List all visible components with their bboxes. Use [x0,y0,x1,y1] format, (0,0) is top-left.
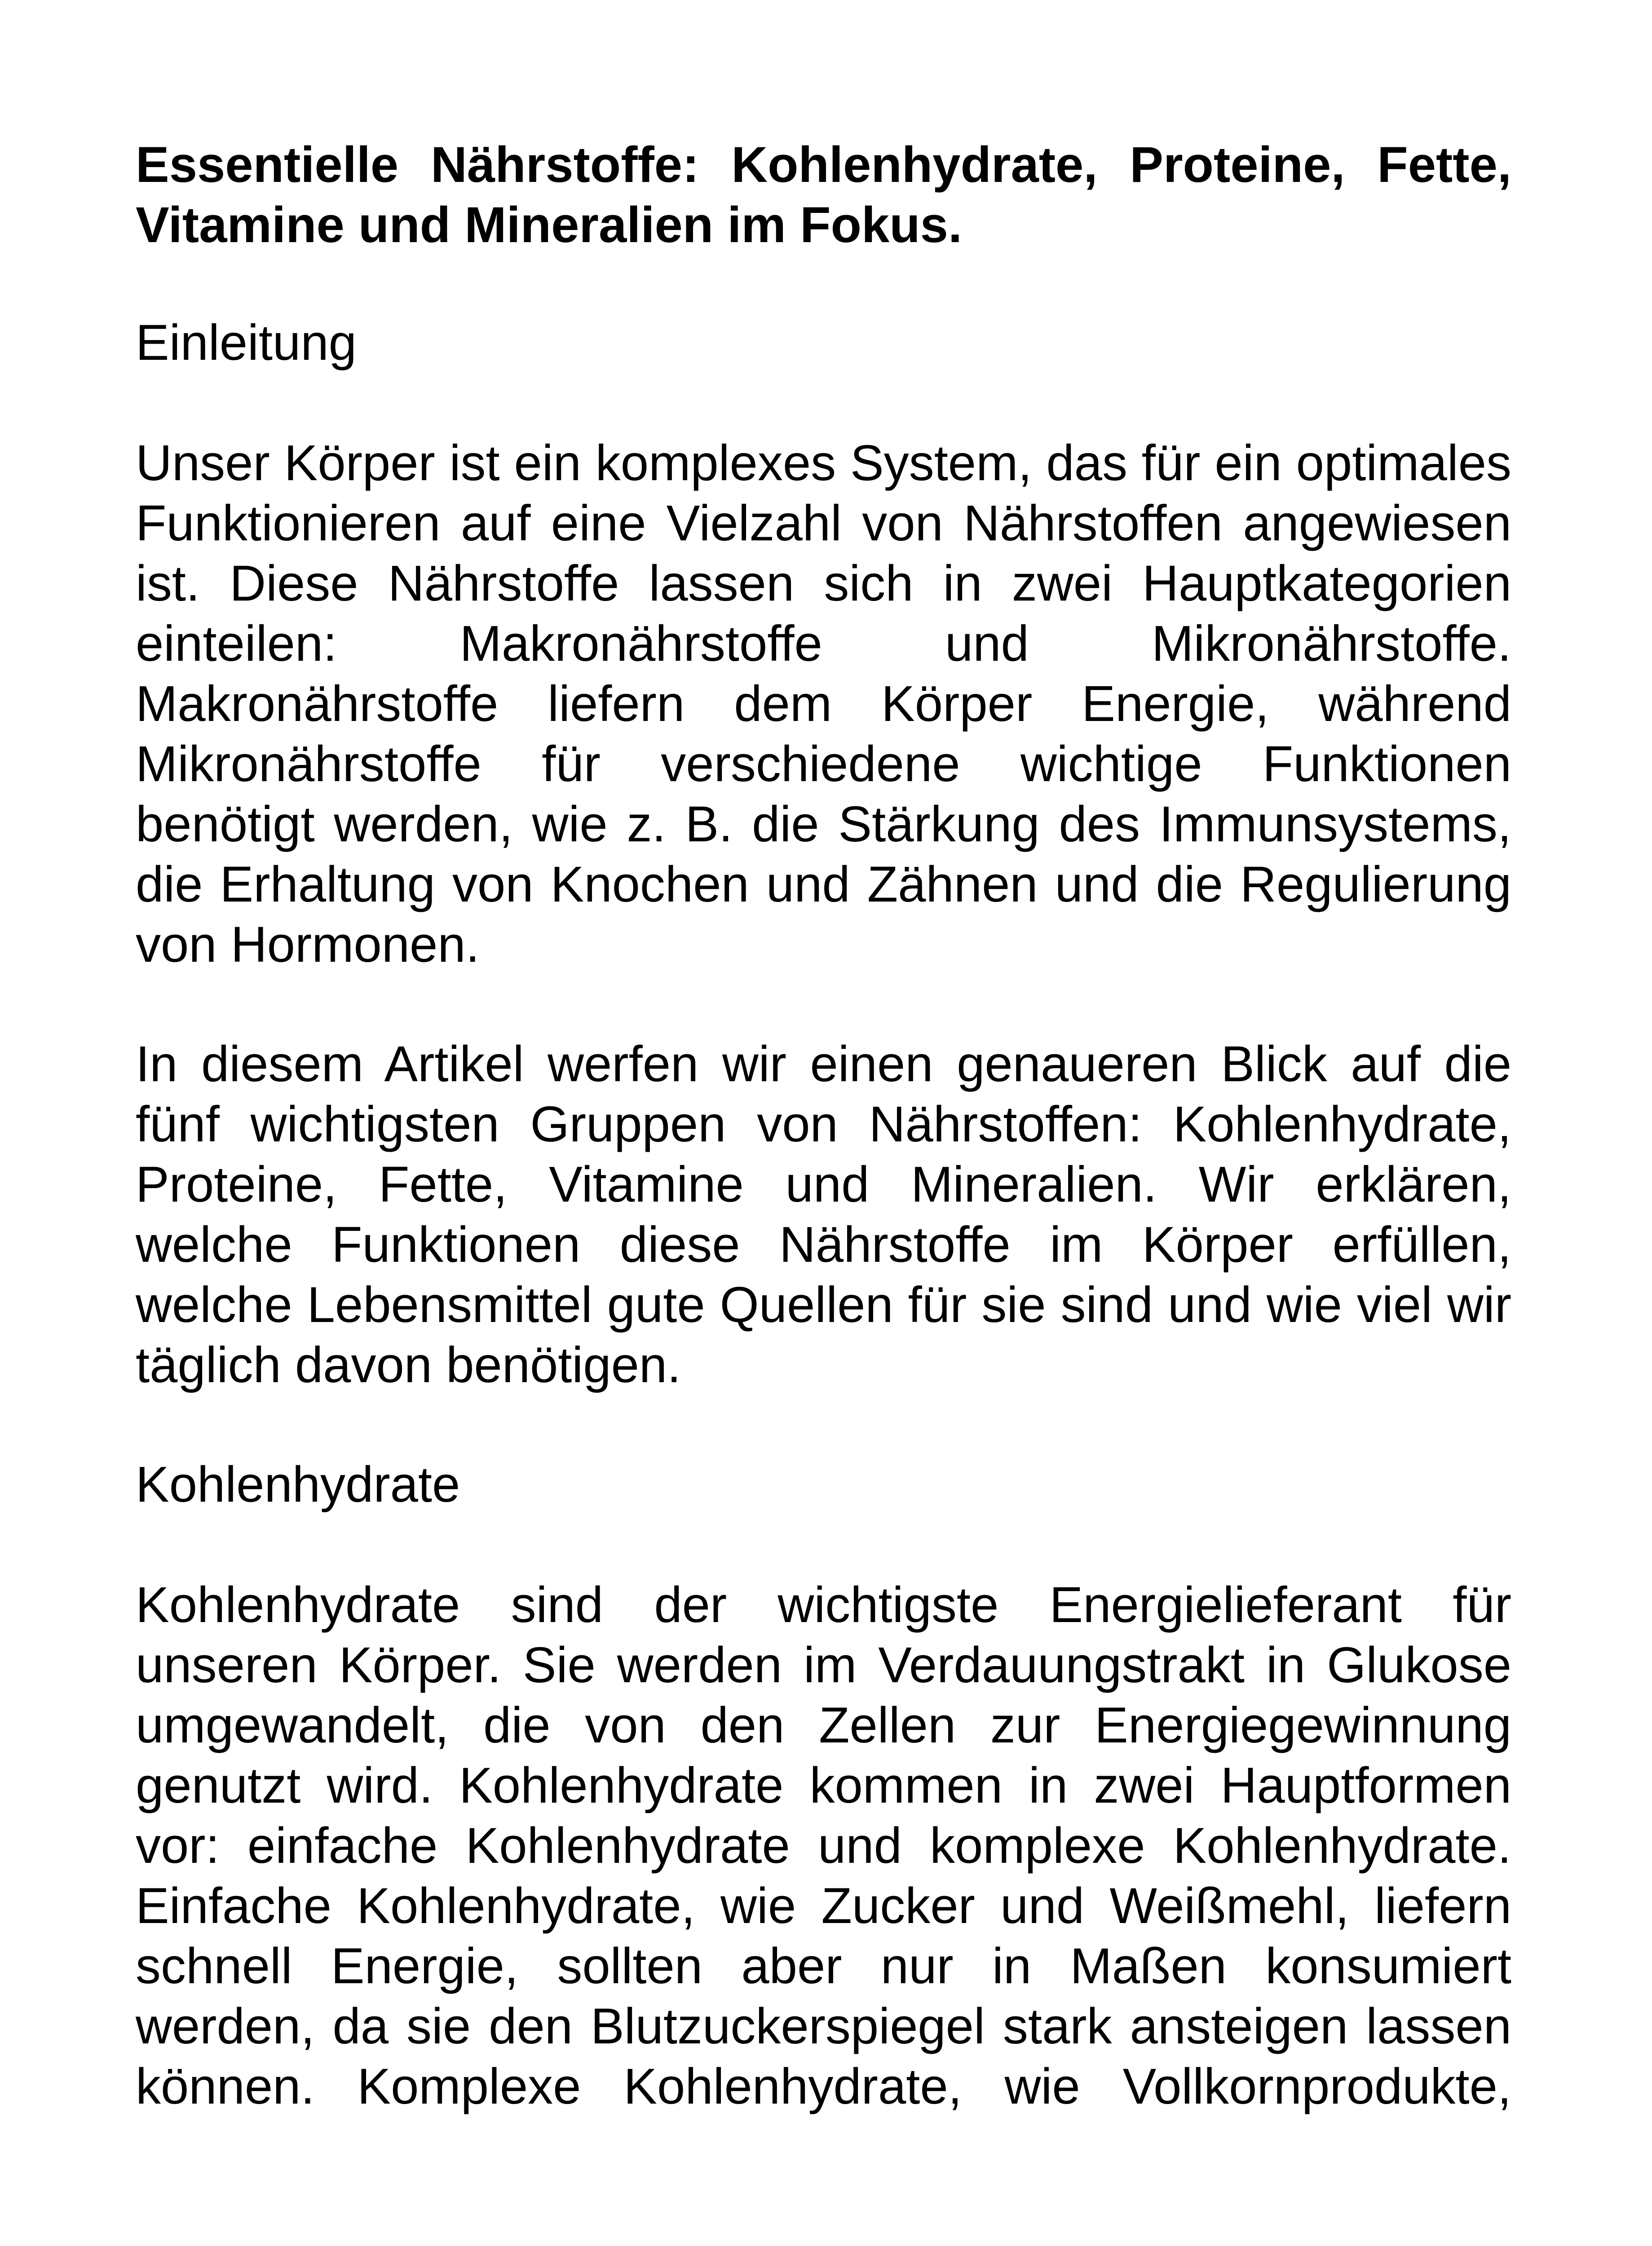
section-heading-einleitung: Einleitung [136,314,357,371]
paragraph: Kohlenhydrate sind der wichtigste Energielieferant für unseren Körper. Sie werden im Verdauungstrakt in Glukose umgewandelt, die von den Zellen zur Energiegewinnung genutzt wird. Kohlenhydrate kommen in zwei Hauptformen vor: einfache Kohlenhydrate und komplexe Kohlenhydrate. Einfache Kohlenhydrate, wie Zucker und Weißmehl, liefern schnell Energie, sollten aber nur in Maßen konsumiert werden, da sie den Blutzuckerspiegel stark ansteigen lassen können. Komplexe Kohlenhydrate, wie Vollkornprodukte, [136,1577,1511,2114]
page-content [136,135,1511,2117]
section-heading-kohlenhydrate: Kohlenhydrate [136,1456,460,1512]
document-title: Essentielle Nährstoffe: Kohlenhydrate, Proteine, Fette, Vitamine und Mineralien im Fokus. [136,137,1511,253]
paragraph: Unser Körper ist ein komplexes System, das für ein optimales Funktionieren auf eine Vielzahl von Nährstoffen angewiesen ist. Diese Nährstoffe lassen sich in zwei Hauptkategorien einteilen: Makronährstoffe und Mikronährstoffe. Makronährstoffe liefern dem Körper Energie, während Mikronährstoffe für verschiedene wichtige Funktionen benötigt werden, wie z. B. die Stärkung des Immunsystems, die Erhaltung von Knochen und Zähnen und die Regulierung von Hormonen. [136,435,1511,973]
paragraph: In diesem Artikel werfen wir einen genaueren Blick auf die fünf wichtigsten Gruppen von Nährstoffen: Kohlenhydrate, Proteine, Fette, Vitamine und Mineralien. Wir erklären, welche Funktionen diese Nährstoffe im Körper erfüllen, welche Lebensmittel gute Quellen für sie sind und wie viel wir täglich davon benötigen. [136,1036,1511,1393]
